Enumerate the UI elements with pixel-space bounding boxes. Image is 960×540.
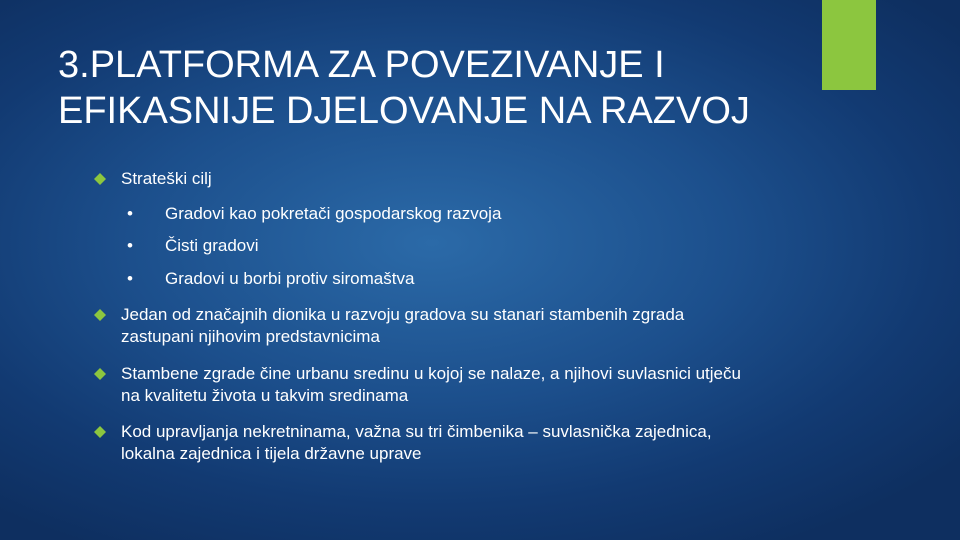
bullet-text <box>121 304 861 348</box>
bullet-line: lokalna zajednica i tijela državne uprave <box>121 444 422 463</box>
diamond-bullet-icon <box>94 173 106 185</box>
sub-bullet-dot: • <box>127 236 133 255</box>
bullet-line: na kvalitetu života u takvim sredinama <box>121 386 409 405</box>
sub-bullet-dot: • <box>127 204 133 223</box>
diamond-bullet-icon <box>94 426 106 438</box>
sub-bullet-text: Gradovi u borbi protiv siromaštva <box>165 269 415 288</box>
title-line-1: 3.PLATFORMA ZA POVEZIVANJE I <box>58 44 665 86</box>
title-line-2: EFIKASNIJE DJELOVANJE NA RAZVOJ <box>58 90 750 132</box>
bullet-line: Stambene zgrade čine urbanu sredinu u kojoj se nalaze, a njihovi suvlasnici utječu <box>121 364 741 383</box>
bullet-line: Jedan od značajnih dionika u razvoju gradova su stanari stambenih zgrada <box>121 305 685 324</box>
bullet-line: Strateški cilj <box>121 169 212 188</box>
sub-bullet-text: Gradovi kao pokretači gospodarskog razvoja <box>165 204 502 223</box>
sub-bullet-dot: • <box>127 269 133 288</box>
sub-bullet-item <box>127 235 259 257</box>
bullet-text <box>121 421 861 465</box>
bullet-text <box>121 363 861 407</box>
bullet-line: Kod upravljanja nekretninama, važna su tri čimbenika – suvlasnička zajednica, <box>121 422 712 441</box>
sub-bullet-item <box>127 203 501 225</box>
diamond-bullet-icon <box>94 309 106 321</box>
bullet-text <box>121 168 861 190</box>
sub-bullet-text: Čisti gradovi <box>165 236 259 255</box>
diamond-bullet-icon <box>94 368 106 380</box>
bullet-line: zastupani njihovim predstavnicima <box>121 327 380 346</box>
sub-bullet-item <box>127 268 414 290</box>
